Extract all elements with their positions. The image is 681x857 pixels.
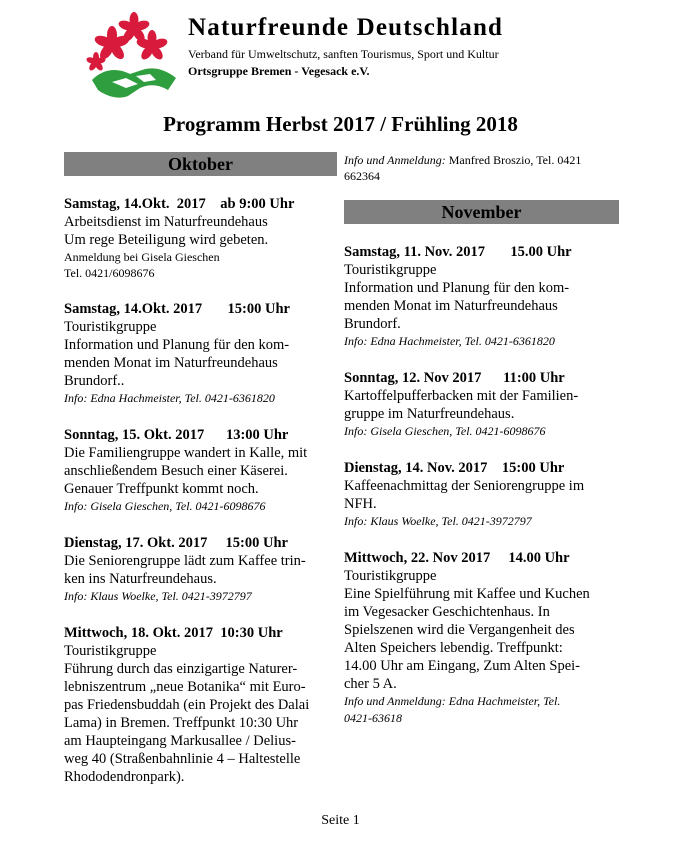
event-description-line: Spielszenen wird die Vergangenheit des: [344, 622, 575, 638]
event-info: Info: Gisela Gieschen, Tel. 0421-6098676: [344, 424, 546, 438]
event-description-line: am Haupteingang Markusallee / Delius-: [64, 733, 296, 749]
org-subtitle: Verband für Umweltschutz, sanften Tourismus, Sport und Kultur: [188, 47, 499, 61]
event-list-oktober: [64, 195, 337, 786]
page-number: Seite 1: [321, 813, 360, 828]
event-description-line: gruppe im Naturfreundehaus.: [344, 406, 515, 422]
event-description-line: menden Monat im Naturfreundehaus: [64, 355, 278, 371]
event-date-time: Mittwoch, 22. Nov 2017 14.00 Uhr: [344, 550, 570, 566]
event-item: [64, 426, 337, 515]
event-description-line: Touristikgruppe: [344, 568, 437, 584]
event-description-line: Alten Speichers lebendig. Treffpunkt:: [344, 640, 563, 656]
event-date-time: Dienstag, 17. Okt. 2017 15:00 Uhr: [64, 535, 288, 551]
event-description-line: Rhododendronpark).: [64, 769, 185, 785]
event-description-line: Touristikgruppe: [64, 643, 157, 659]
event-list-november: [344, 243, 619, 727]
naturfreunde-logo-icon: [82, 12, 182, 104]
event-description-line: 14.00 Uhr am Eingang, Zum Alten Spei-: [344, 658, 580, 674]
event-description-line: anschließendem Besuch einer Käserei.: [64, 463, 288, 479]
event-date-time: Sonntag, 15. Okt. 2017 13:00 Uhr: [64, 427, 289, 443]
event-item: [344, 459, 619, 530]
contact-info-label: Info und Anmeldung:: [344, 153, 446, 167]
contact-info: [344, 152, 619, 184]
event-description-line: cher 5 A.: [344, 676, 397, 692]
event-description-line: Information und Planung für den kom-: [344, 280, 570, 296]
event-date-time: Samstag, 14.Okt. 2017 ab 9:00 Uhr: [64, 196, 295, 212]
event-description-line: ken ins Naturfreundehaus.: [64, 571, 217, 587]
event-info: Info: Klaus Woelke, Tel. 0421-3972797: [64, 589, 252, 603]
event-description-line: im Vegesacker Geschichtenhaus. In: [344, 604, 550, 620]
event-description-line: Information und Planung für den kom-: [64, 337, 290, 353]
event-description-line: Kaffeenachmittag der Seniorengruppe im: [344, 478, 585, 494]
event-description-line: Eine Spielführung mit Kaffee und Kuchen: [344, 586, 590, 602]
event-info: Info: Gisela Gieschen, Tel. 0421-6098676: [64, 499, 266, 513]
org-group: Ortsgruppe Bremen - Vegesack e.V.: [188, 64, 370, 78]
event-description-line: Arbeitsdienst im Naturfreundehaus: [64, 214, 268, 230]
event-date-time: Mittwoch, 18. Okt. 2017 10:30 Uhr: [64, 625, 283, 641]
event-description-line: lebniszentrum „neue Botanika“ mit Euro-: [64, 679, 306, 695]
event-description-line: Touristikgruppe: [64, 319, 157, 335]
event-description-line: weg 40 (Straßenbahnlinie 4 – Haltestelle: [64, 751, 301, 767]
event-description-line: pas Friedensbuddah (ein Projekt des Dalai: [64, 697, 310, 713]
right-column: [344, 152, 619, 727]
event-info: Info und Anmeldung: Edna Hachmeister, Tel.: [344, 694, 561, 708]
event-item: [64, 195, 337, 281]
event-info: 0421-63618: [344, 711, 402, 725]
event-description-line: Die Seniorengruppe lädt zum Kaffee trin-: [64, 553, 306, 569]
event-description-line: Touristikgruppe: [344, 262, 437, 278]
org-title: Naturfreunde Deutschland: [188, 14, 504, 41]
event-description-line: Um rege Beteiligung wird gebeten.: [64, 232, 269, 248]
event-date-time: Dienstag, 14. Nov. 2017 15:00 Uhr: [344, 460, 565, 476]
event-item: [64, 300, 337, 407]
event-description-line: Führung durch das einzigartige Naturer-: [64, 661, 298, 677]
month-heading-oktober: Oktober: [64, 152, 337, 176]
event-description-line: Lama) in Bremen. Treffpunkt 10:30 Uhr: [64, 715, 299, 731]
contact-info-text: Manfred Broszio, Tel. 0421: [445, 153, 582, 167]
event-description-line: Kartoffelpufferbacken mit der Familien-: [344, 388, 579, 404]
event-item: [344, 243, 619, 350]
event-description-line: Brundorf..: [64, 373, 125, 389]
event-date-time: Samstag, 11. Nov. 2017 15.00 Uhr: [344, 244, 572, 260]
event-date-time: Sonntag, 12. Nov 2017 11:00 Uhr: [344, 370, 565, 386]
event-info: Info: Edna Hachmeister, Tel. 0421-6361820: [344, 334, 555, 348]
contact-info-phone: 662364: [344, 169, 380, 183]
event-contact-line: Tel. 0421/6098676: [64, 266, 155, 280]
month-heading-november: November: [344, 200, 619, 224]
event-item: [64, 624, 337, 786]
event-date-time: Samstag, 14.Okt. 2017 15:00 Uhr: [64, 301, 290, 317]
event-description-line: Die Familiengruppe wandert in Kalle, mit: [64, 445, 308, 461]
event-description-line: menden Monat im Naturfreundehaus: [344, 298, 558, 314]
event-description-line: NFH.: [344, 496, 377, 512]
event-description-line: Brundorf.: [344, 316, 401, 332]
event-contact-line: Anmeldung bei Gisela Gieschen: [64, 250, 220, 264]
event-info: Info: Klaus Woelke, Tel. 0421-3972797: [344, 514, 532, 528]
event-item: [64, 534, 337, 605]
event-item: [344, 369, 619, 440]
program-title: Programm Herbst 2017 / Frühling 2018: [163, 112, 518, 136]
left-column: [64, 152, 337, 786]
event-item: [344, 549, 619, 727]
event-info: Info: Edna Hachmeister, Tel. 0421-6361820: [64, 391, 275, 405]
event-description-line: Genauer Treffpunkt kommt noch.: [64, 481, 259, 497]
